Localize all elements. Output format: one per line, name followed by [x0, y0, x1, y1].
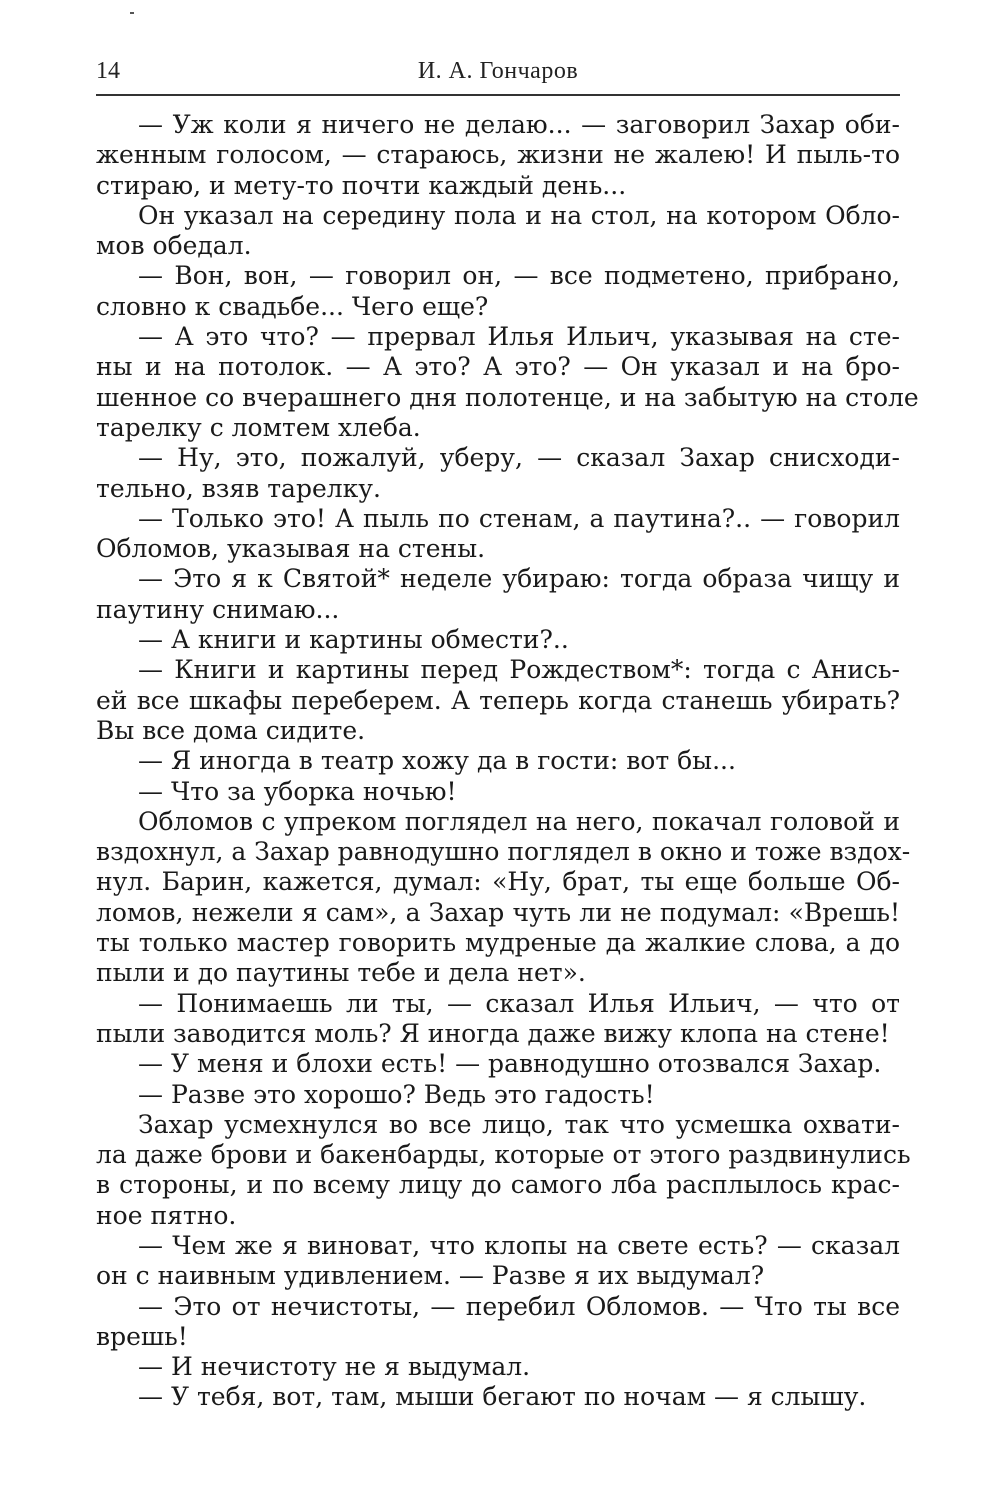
text-line: Он указал на середину пола и на стол, на котором Обло-: [138, 200, 900, 230]
paragraph: [96, 989, 900, 1050]
header-rule: [96, 94, 900, 96]
text-line: стираю, и мету-то почти каждый день...: [96, 170, 627, 200]
text-line: пыли и до паутины тебе и дела нет».: [96, 958, 586, 988]
print-speck: [130, 12, 134, 14]
text-line: — Это от нечистоты, — перебил Обломов. — Что ты все: [138, 1291, 900, 1321]
text-line: — Я иногда в театр хожу да в гости: вот бы...: [138, 746, 736, 776]
text-line: вздохнул, а Захар равнодушно поглядел в окно и тоже вздох-: [96, 837, 911, 867]
text-line: ты только мастер говорить мудреные да жалкие слова, а до: [96, 928, 900, 958]
running-title: И. А. Гончаров: [417, 58, 579, 84]
text-line: нул. Барин, кажется, думал: «Ну, брат, ты еще больше Об-: [96, 867, 900, 897]
body-text: [96, 110, 919, 1413]
text-line: женным голосом, — стараюсь, жизни не жалею! И пыль-то: [96, 140, 900, 170]
text-line: Захар усмехнулся во все лицо, так что усмешка охвати-: [138, 1109, 900, 1139]
paragraph: [96, 655, 900, 746]
text-line: Обломов, указывая на стены.: [96, 534, 486, 564]
paragraph: [96, 1049, 900, 1079]
text-line: — У тебя, вот, там, мыши бегают по ночам — я слышу.: [138, 1382, 867, 1412]
paragraph: [96, 1080, 900, 1110]
paragraph: [96, 777, 900, 807]
text-line: ное пятно.: [96, 1200, 237, 1230]
text-line: мов обедал.: [96, 231, 252, 261]
text-line: пыли заводится моль? Я иногда даже вижу клопа на стене!: [96, 1018, 890, 1048]
paragraph: [96, 1382, 900, 1412]
text-line: ломов, нежели я сам», а Захар чуть ли не подумал: «Врешь!: [96, 897, 900, 927]
paragraph: [96, 110, 900, 201]
text-line: ла даже брови и бакенбарды, которые от этого раздвинулись: [96, 1140, 911, 1170]
paragraph: [96, 201, 900, 262]
paragraph: [96, 1292, 900, 1353]
page-number: 14: [96, 58, 120, 84]
paragraph: [96, 625, 900, 655]
paragraph: [96, 806, 911, 989]
paragraph: [96, 322, 919, 443]
text-line: — Понимаешь ли ты, — сказал Илья Ильич, — что от: [138, 988, 900, 1018]
text-line: — Только это! А пыль по стенам, а паутина?.. — говорил: [138, 503, 900, 533]
text-line: — У меня и блохи есть! — равнодушно отозвался Захар.: [138, 1049, 882, 1079]
paragraph: [96, 1352, 900, 1382]
text-line: тарелку с ломтем хлеба.: [96, 412, 421, 442]
running-header: [96, 56, 900, 90]
text-line: — А книги и картины обмести?..: [138, 625, 569, 655]
text-line: паутину снимаю...: [96, 594, 340, 624]
text-line: — И нечистоту не я выдумал.: [138, 1352, 531, 1382]
paragraph: [96, 1231, 900, 1292]
text-line: — Что за уборка ночью!: [138, 776, 457, 806]
paragraph: [96, 261, 900, 322]
text-line: — Разве это хорошо? Ведь это гадость!: [138, 1079, 655, 1109]
text-line: Обломов с упреком поглядел на него, покачал головой и: [138, 806, 900, 836]
text-line: — Это я к Святой* неделе убираю: тогда образа чищу и: [138, 564, 900, 594]
text-line: — Книги и картины перед Рождеством*: тогда с Анись-: [138, 655, 900, 685]
text-line: ны и на потолок. — А это? А это? — Он указал и на бро-: [96, 352, 900, 382]
paragraph: [96, 443, 900, 504]
text-line: шенное со вчерашнего дня полотенце, и на забытую на столе: [96, 382, 919, 412]
text-line: он с наивным удивлением. — Разве я их выдумал?: [96, 1261, 765, 1291]
text-line: ей все шкафы переберем. А теперь когда станешь убирать?: [96, 685, 900, 715]
text-line: — Вон, вон, — говорил он, — все подметено, прибрано,: [138, 261, 900, 291]
paragraph: [96, 746, 900, 776]
paragraph: [96, 1109, 911, 1231]
text-line: Вы все дома сидите.: [96, 715, 366, 745]
text-line: тельно, взяв тарелку.: [96, 473, 381, 503]
paragraph: [96, 564, 900, 625]
text-line: — Уж коли я ничего не делаю... — заговорил Захар оби-: [138, 110, 900, 139]
text-line: — Ну, это, пожалуй, уберу, — сказал Захар снисходи-: [138, 443, 900, 473]
text-line: врешь!: [96, 1321, 188, 1351]
text-line: словно к свадьбе... Чего еще?: [96, 291, 489, 321]
text-line: — Чем же я виноват, что клопы на свете есть? — сказал: [138, 1230, 900, 1260]
paragraph: [96, 504, 900, 565]
text-line: в стороны, и по всему лицу до самого лба расплылось крас-: [96, 1170, 900, 1200]
text-line: — А это что? — прервал Илья Ильич, указывая на сте-: [138, 322, 900, 352]
